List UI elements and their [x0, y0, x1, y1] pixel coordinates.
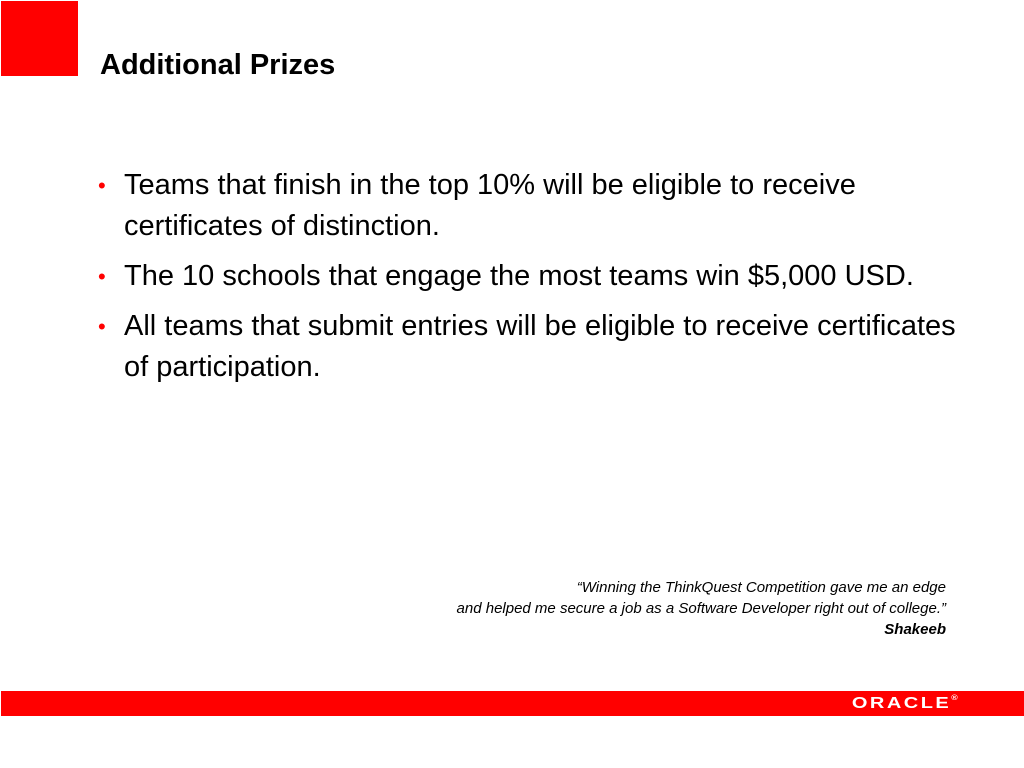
bullet-text: Teams that finish in the top 10% will be eligible to receive certificates of distinction.: [124, 169, 856, 242]
bullet-icon: •: [98, 314, 106, 339]
list-item: [98, 165, 958, 247]
list-item: [98, 256, 958, 297]
bullet-text: The 10 schools that engage the most teams win $5,000 USD.: [124, 260, 914, 292]
bullet-text: All teams that submit entries will be eligible to receive certificates of participation.: [124, 310, 956, 383]
quote-line-2: and helped me secure a job as a Software Developer right out of college.”: [456, 600, 946, 617]
footer-bar: [1, 691, 1024, 716]
bullet-icon: •: [98, 264, 106, 289]
bullet-list: [98, 165, 958, 397]
registered-mark: ®: [951, 695, 958, 702]
slide-title: Additional Prizes: [100, 49, 336, 81]
testimonial-quote: [457, 577, 946, 640]
logo-text: ORACLE: [852, 695, 952, 712]
oracle-logo: [852, 695, 958, 712]
quote-line-1: “Winning the ThinkQuest Competition gave me an edge: [576, 579, 946, 596]
bullet-icon: •: [98, 173, 106, 198]
corner-accent-square: [1, 1, 78, 76]
quote-author: Shakeeb: [884, 621, 946, 638]
list-item: [98, 306, 958, 388]
